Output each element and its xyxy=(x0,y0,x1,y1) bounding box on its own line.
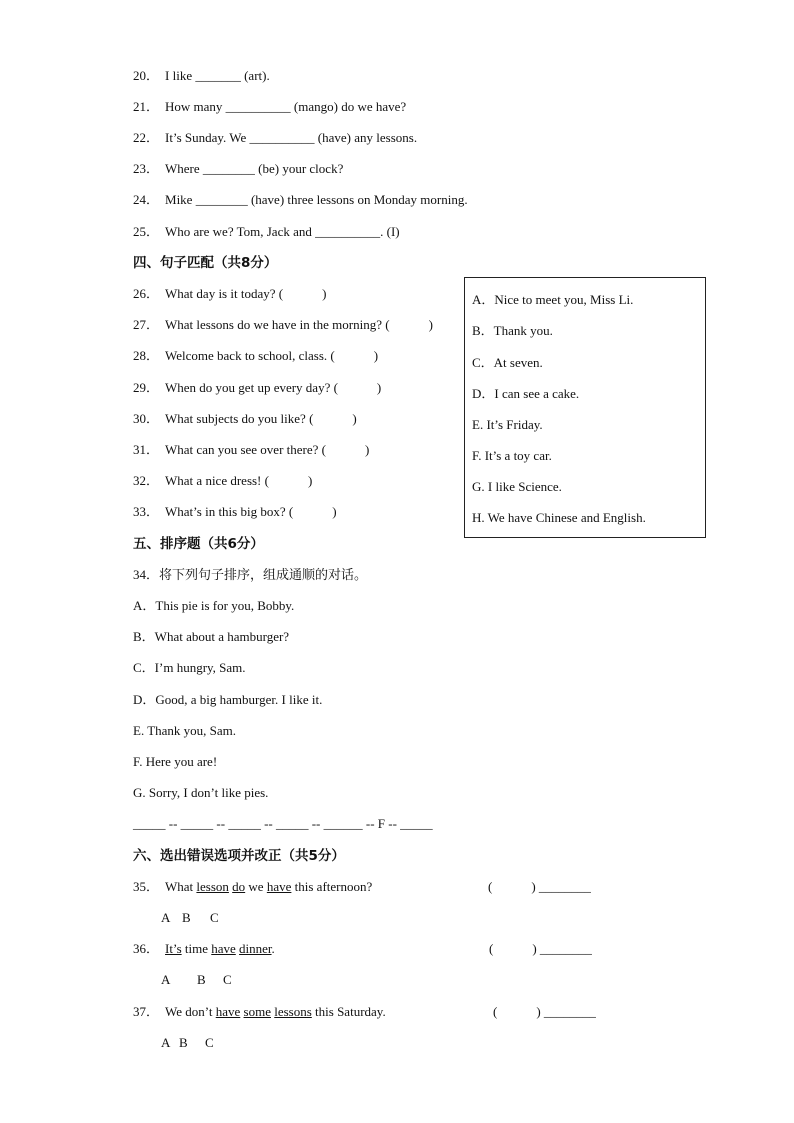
option-c-word: dinner xyxy=(239,941,272,956)
option-b-word: some xyxy=(243,1004,271,1019)
option-h: H. We have Chinese and English. xyxy=(472,510,646,525)
option-b-word: have xyxy=(211,941,236,956)
section-5-title: 五、排序题（共6分） xyxy=(133,536,264,552)
question-35-letters: A B C xyxy=(161,910,219,925)
match-options-box xyxy=(464,277,706,538)
question-34-instruction: 34．将下列句子排序，组成通顺的对话。 xyxy=(133,567,368,582)
section-6-title: 六、选出错误选项并改正（共5分） xyxy=(133,848,345,864)
option-a: A．Nice to meet you, Miss Li. xyxy=(472,292,634,307)
option-b: B．Thank you. xyxy=(472,323,553,338)
question-27: 27． What lessons do we have in the morning? ( ) xyxy=(133,317,433,332)
question-20: 20． I like _______ (art). xyxy=(133,68,270,83)
dialogue-item-b: B．What about a hamburger? xyxy=(133,629,290,644)
option-f: F. It’s a toy car. xyxy=(472,448,552,463)
option-d: D．I can see a cake. xyxy=(472,386,580,401)
question-32: 32． What a nice dress! ( ) xyxy=(133,473,313,488)
question-36-letters: A B C xyxy=(161,972,232,987)
dialogue-item-e: E. Thank you, Sam. xyxy=(133,723,237,738)
question-22: 22． It’s Sunday. We __________ (have) any lessons. xyxy=(133,130,418,145)
question-35-answer-blank: ( ) ________ xyxy=(488,879,591,894)
dialogue-item-f: F. Here you are! xyxy=(133,754,218,769)
option-a-word: lesson xyxy=(196,879,229,894)
section-4-title: 四、句子匹配（共8分） xyxy=(133,255,278,271)
question-37-letters: A B C xyxy=(161,1035,214,1050)
question-28: 28． Welcome back to school, class. ( ) xyxy=(133,348,379,363)
option-c-word: have xyxy=(266,879,292,894)
question-33: 33． What’s in this big box? ( ) xyxy=(133,504,337,519)
dialogue-item-g: G. Sorry, I don’t like pies. xyxy=(133,785,269,800)
question-30: 30． What subjects do you like? ( ) xyxy=(133,411,357,426)
question-35: 35． What lesson do we have this afternoon? xyxy=(133,879,373,894)
option-c: C．At seven. xyxy=(472,355,543,370)
dialogue-item-a: A．This pie is for you, Bobby. xyxy=(133,598,295,613)
question-23: 23． Where ________ (be) your clock? xyxy=(133,161,344,176)
question-37-answer-blank: ( ) ________ xyxy=(493,1004,596,1019)
dialogue-item-d: D．Good, a big hamburger. I like it. xyxy=(133,692,323,707)
option-g: G. I like Science. xyxy=(472,479,562,494)
question-37: 37． We don’t have some lessons this Saturday. xyxy=(133,1004,386,1019)
option-a-word: It’s xyxy=(165,941,182,956)
dialogue-item-c: C．I’m hungry, Sam. xyxy=(133,660,246,675)
question-29: 29． When do you get up every day? ( ) xyxy=(133,380,382,395)
question-36: 36． It’s time have dinner. xyxy=(133,941,275,956)
question-24: 24． Mike ________ (have) three lessons on Monday morning. xyxy=(133,192,468,207)
question-26: 26． What day is it today? ( ) xyxy=(133,286,327,301)
option-c-word: lessons xyxy=(274,1004,312,1019)
option-b-word: do xyxy=(232,879,246,894)
option-e: E. It’s Friday. xyxy=(472,417,543,432)
question-21: 21． How many __________ (mango) do we have? xyxy=(133,99,407,114)
question-25: 25． Who are we? Tom, Jack and __________. (I) xyxy=(133,224,400,239)
order-answer-line: _____ -- _____ -- _____ -- _____ -- ______ -- F -- _____ xyxy=(133,816,433,831)
question-31: 31． What can you see over there? ( ) xyxy=(133,442,370,457)
question-36-answer-blank: ( ) ________ xyxy=(489,941,592,956)
option-a-word: have xyxy=(215,1004,241,1019)
